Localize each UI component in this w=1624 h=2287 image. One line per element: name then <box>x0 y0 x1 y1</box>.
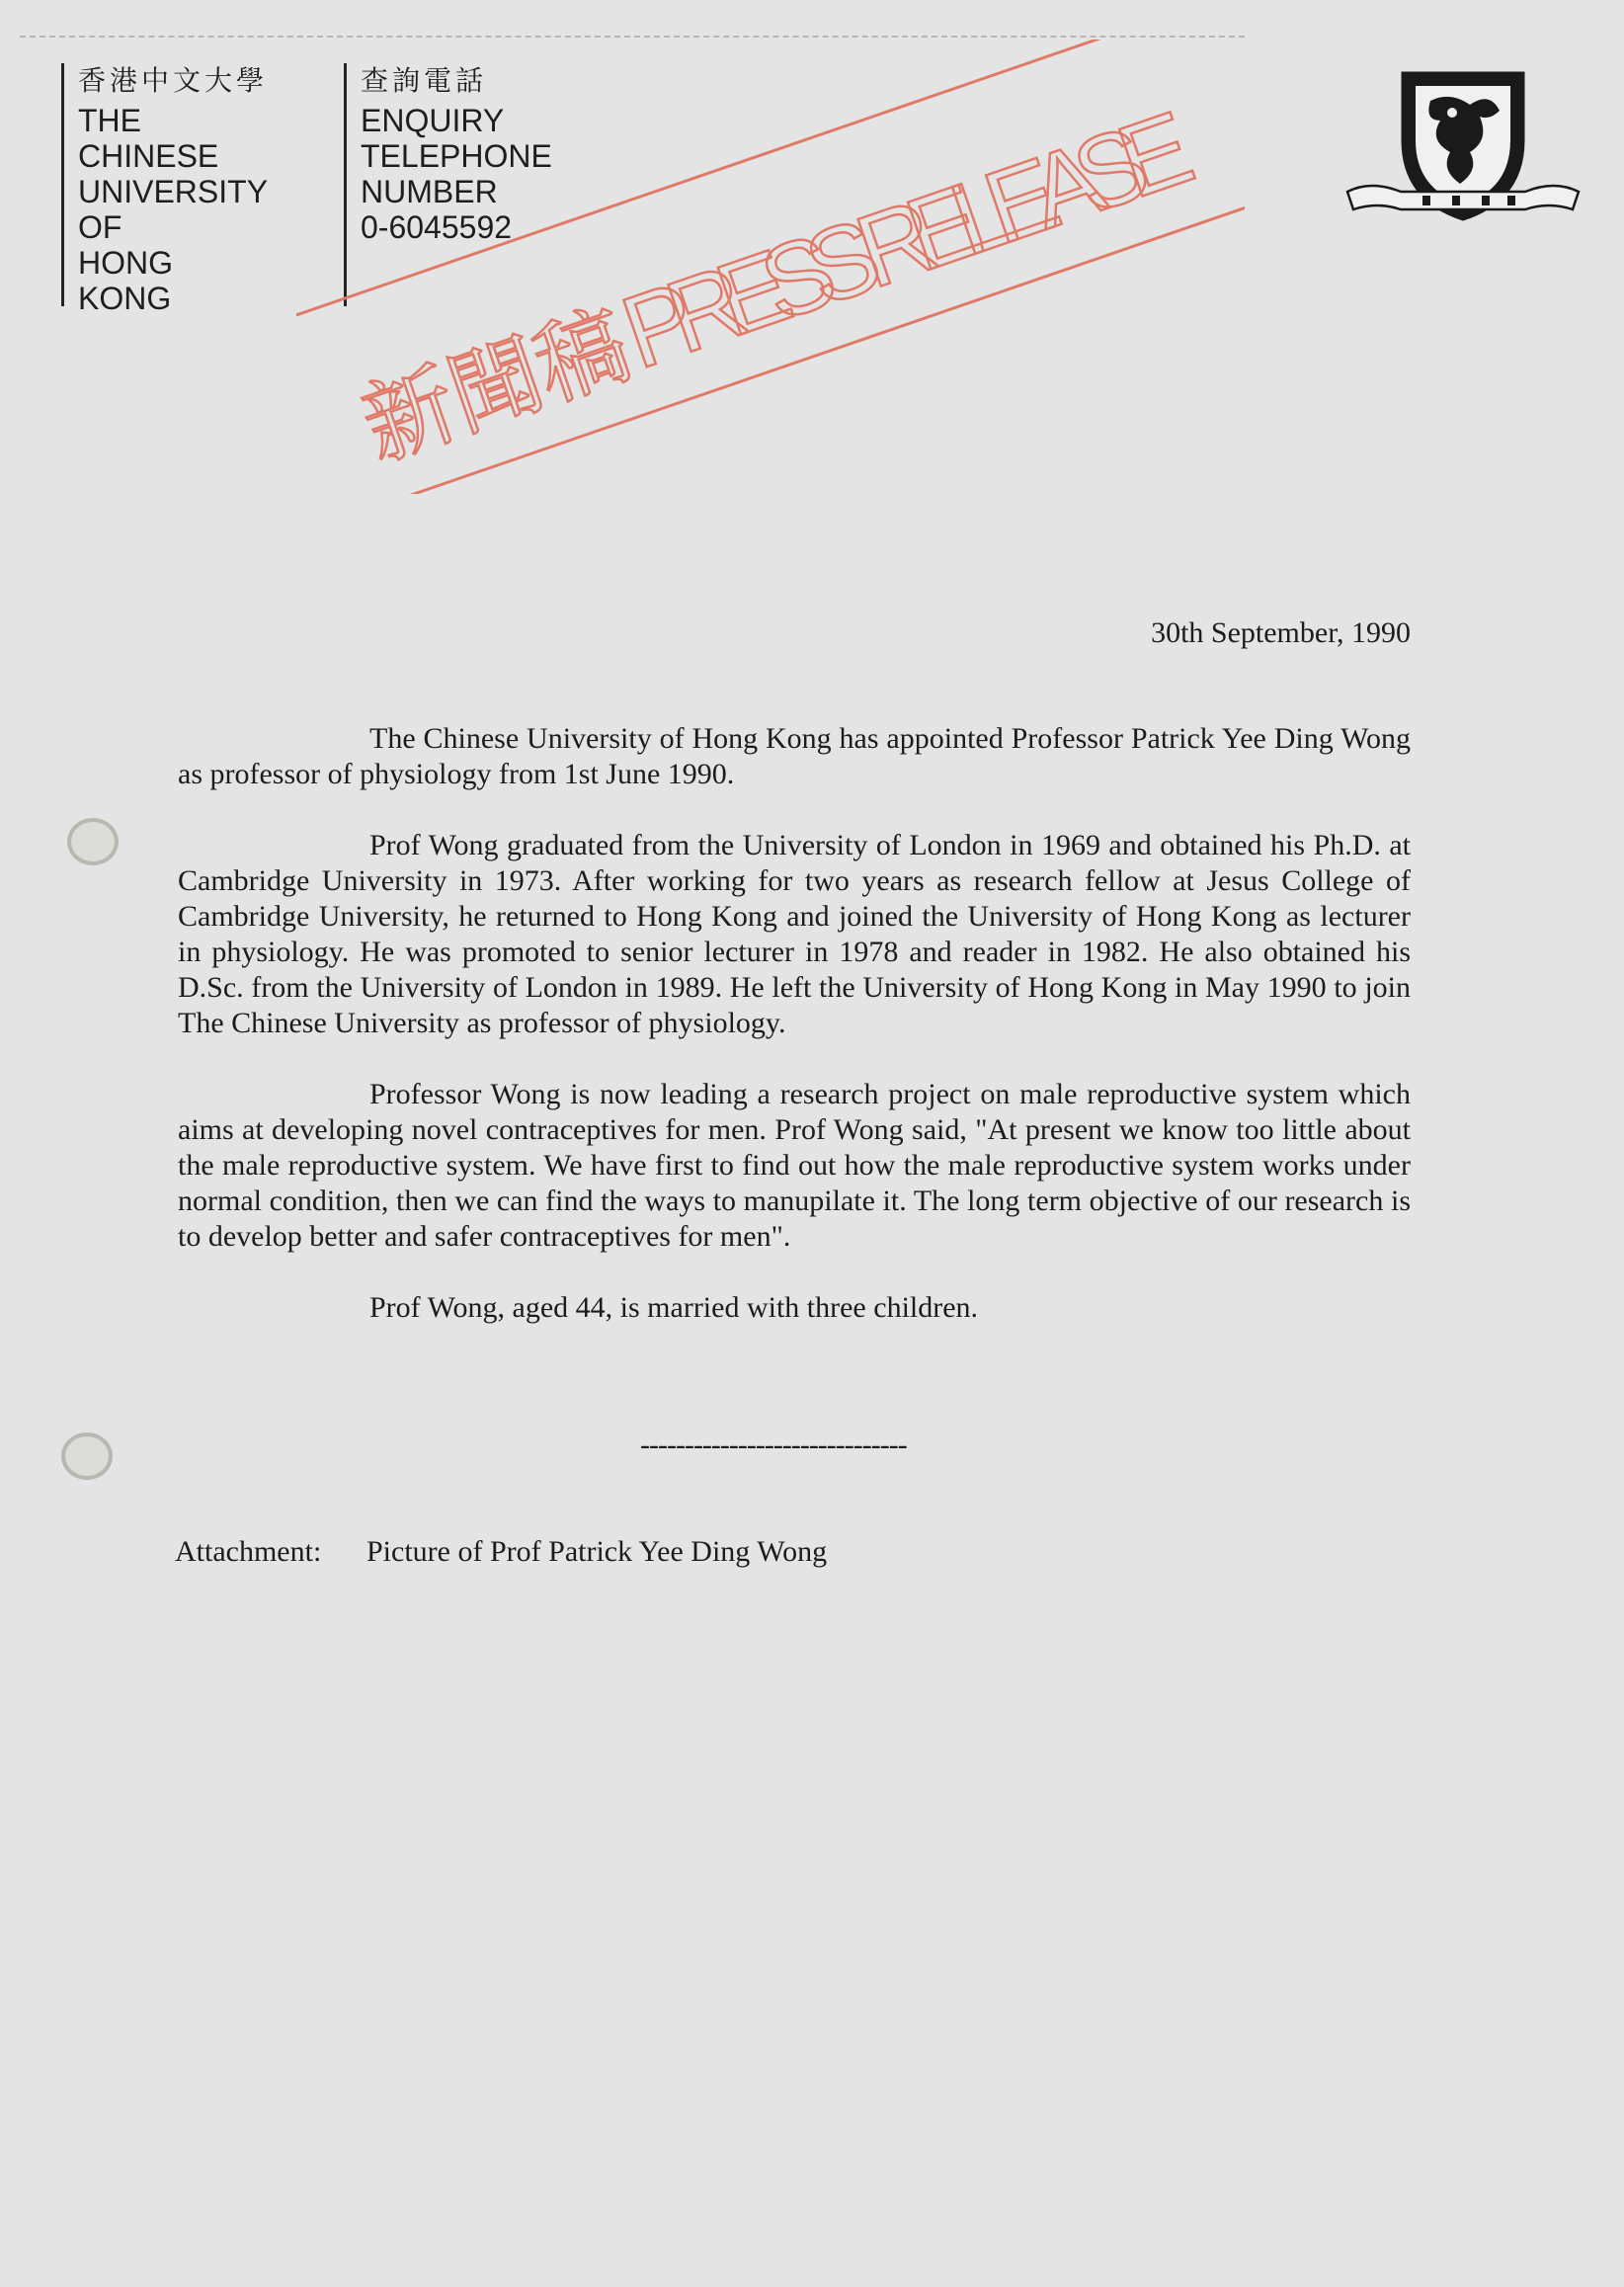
enquiry-label-cn: 查詢電話 <box>361 64 488 97</box>
university-line: OF <box>78 209 122 245</box>
university-line: THE <box>78 103 141 138</box>
press-release-stamp <box>296 40 1245 494</box>
university-name-cn: 香港中文大學 <box>78 64 269 97</box>
paragraph-appointment: The Chinese University of Hong Kong has appointed Professor Patrick Yee Ding Wong as professor of physiology from 1st June 1990. <box>178 722 1411 790</box>
enquiry-line: NUMBER <box>361 174 498 209</box>
paragraph-research: Professor Wong is now leading a research project on male reproductive system which aims at developing novel contraceptives for men. Prof Wong said, "At present we know too little about the male reproductive system. We have first to find out how the male reproductive system works under normal condition, then we can find the ways to manupilate it. The long term objective of our research is to develop better and safer contraceptives for men". <box>178 1078 1411 1253</box>
attachment-label: Attachment: <box>175 1535 322 1568</box>
university-line: CHINESE <box>78 138 219 174</box>
paragraph-background: Prof Wong graduated from the University of London in 1969 and obtained his Ph.D. at Cambridge University in 1973. After working for two years as research fellow at Jesus College of Cambridge University, he returned to Hong Kong and joined the University of Hong Kong as lecturer in physiology. He was promoted to senior lecturer in 1978 and reader in 1982. He also obtained his D.Sc. from the University of London in 1989. He left the University of Hong Kong in May 1990 to join The Chinese University as professor of physiology. <box>178 829 1411 1039</box>
attachment-value: Picture of Prof Patrick Yee Ding Wong <box>366 1535 828 1568</box>
university-letterhead <box>61 63 269 316</box>
telephone-number: 0-6045592 <box>361 209 513 245</box>
university-line: HONG <box>78 245 173 281</box>
top-dashed-rule <box>20 36 1245 38</box>
stamp-text-en: PRESS RELEASE <box>609 89 1207 391</box>
dashed-separator: ------------------------------ <box>640 1429 907 1461</box>
punch-hole-upper <box>67 818 119 865</box>
enquiry-line: ENQUIRY <box>361 103 505 138</box>
paragraph-personal: Prof Wong, aged 44, is married with three children. <box>369 1291 979 1324</box>
press-release-body <box>178 721 1411 1361</box>
university-line: KONG <box>78 281 172 316</box>
university-crest-icon <box>1341 61 1584 231</box>
university-line: UNIVERSITY <box>78 174 269 209</box>
attachment-line <box>175 1535 827 1569</box>
enquiry-line: TELEPHONE <box>361 138 552 174</box>
stamp-text-cn: 新聞稿 <box>350 291 643 481</box>
punch-hole-lower <box>61 1432 113 1480</box>
release-date: 30th September, 1990 <box>1151 616 1411 649</box>
